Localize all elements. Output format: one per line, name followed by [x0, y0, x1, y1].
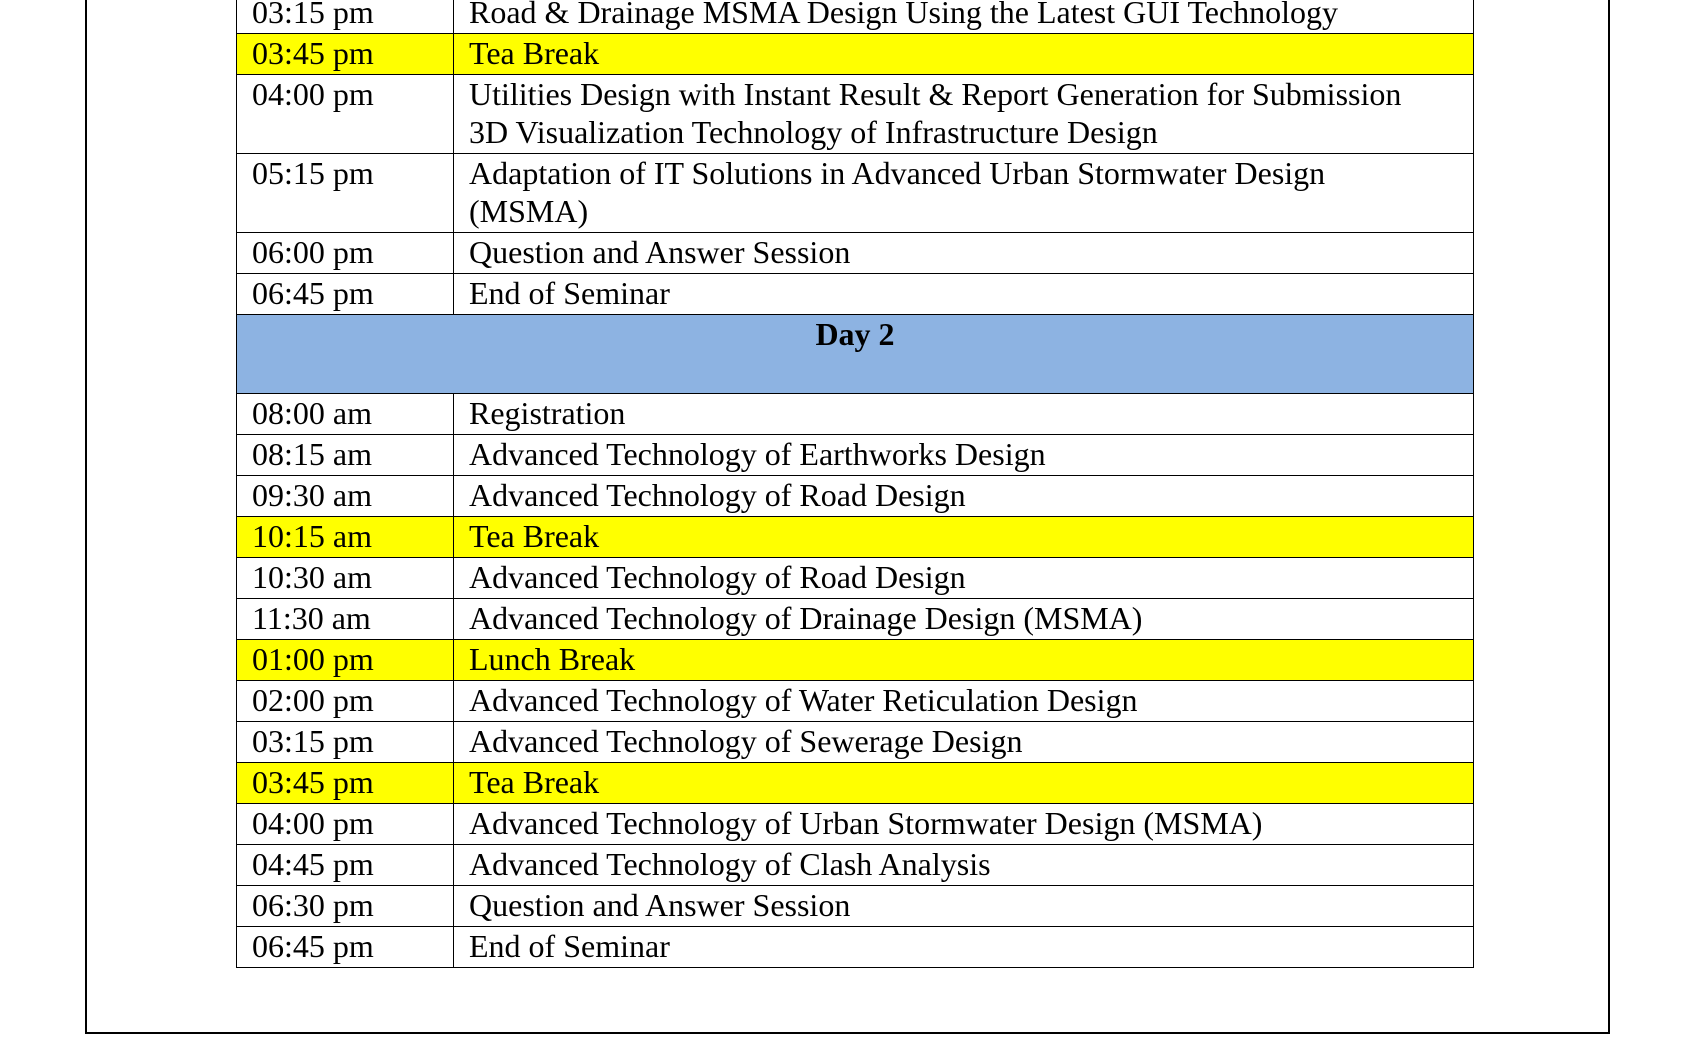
schedule-row — [237, 681, 1474, 722]
activity-text: Utilities Design with Instant Result & Report Generation for Submission — [469, 76, 1402, 112]
activity-text: Adaptation of IT Solutions in Advanced Urban Stormwater Design — [469, 155, 1326, 191]
activity-text: Advanced Technology of Water Reticulation Design — [469, 682, 1138, 718]
break-row — [237, 763, 1474, 804]
break-row — [237, 34, 1474, 75]
activity-cell — [454, 154, 1474, 233]
day-header-cell — [237, 315, 1474, 394]
schedule-row — [237, 394, 1474, 435]
day-title: Day 2 — [815, 316, 895, 352]
activity-text: Question and Answer Session — [469, 234, 851, 270]
time-cell: 01:00 pm — [237, 640, 454, 681]
time-cell: 06:45 pm — [237, 927, 454, 968]
time-cell: 06:45 pm — [237, 274, 454, 315]
activity-text: Advanced Technology of Clash Analysis — [469, 846, 991, 882]
schedule-row — [237, 154, 1474, 233]
activity-cell — [454, 845, 1474, 886]
schedule-row — [237, 845, 1474, 886]
activity-text: Advanced Technology of Drainage Design (MSMA) — [469, 600, 1143, 636]
activity-text: Advanced Technology of Road Design — [469, 559, 966, 595]
activity-cell — [454, 274, 1474, 315]
time-cell: 10:30 am — [237, 558, 454, 599]
activity-text: Registration — [469, 395, 626, 431]
time-cell: 04:00 pm — [237, 75, 454, 154]
activity-text: Question and Answer Session — [469, 887, 851, 923]
seminar-schedule-table — [236, 0, 1474, 968]
activity-text: (MSMA) — [469, 193, 589, 229]
time-cell: 02:00 pm — [237, 681, 454, 722]
activity-cell — [454, 886, 1474, 927]
schedule-row — [237, 476, 1474, 517]
activity-text: Tea Break — [469, 518, 600, 554]
schedule-body — [237, 0, 1474, 968]
schedule-row — [237, 0, 1474, 34]
activity-cell — [454, 476, 1474, 517]
activity-text: Lunch Break — [469, 641, 636, 677]
time-cell: 11:30 am — [237, 599, 454, 640]
activity-text: Road & Drainage MSMA Design Using the Latest GUI Technology — [469, 0, 1339, 30]
schedule-row — [237, 274, 1474, 315]
schedule-row — [237, 435, 1474, 476]
time-cell: 08:15 am — [237, 435, 454, 476]
time-cell: 05:15 pm — [237, 154, 454, 233]
schedule-row — [237, 804, 1474, 845]
activity-cell — [454, 599, 1474, 640]
time-cell: 03:45 pm — [237, 34, 454, 75]
activity-cell — [454, 681, 1474, 722]
activity-text: End of Seminar — [469, 928, 670, 964]
time-cell: 03:15 pm — [237, 722, 454, 763]
activity-cell — [454, 435, 1474, 476]
activity-text: Advanced Technology of Road Design — [469, 477, 966, 513]
activity-text: Advanced Technology of Sewerage Design — [469, 723, 1023, 759]
activity-cell — [454, 722, 1474, 763]
break-row — [237, 640, 1474, 681]
schedule-row — [237, 599, 1474, 640]
activity-text: 3D Visualization Technology of Infrastructure Design — [469, 114, 1158, 150]
time-cell: 06:30 pm — [237, 886, 454, 927]
activity-cell — [454, 517, 1474, 558]
activity-cell — [454, 927, 1474, 968]
activity-cell — [454, 233, 1474, 274]
activity-text: Tea Break — [469, 764, 600, 800]
time-cell: 08:00 am — [237, 394, 454, 435]
schedule-row — [237, 927, 1474, 968]
activity-text: Advanced Technology of Urban Stormwater Design (MSMA) — [469, 805, 1263, 841]
time-cell: 03:15 pm — [237, 0, 454, 34]
day-header-row — [237, 315, 1474, 394]
activity-cell — [454, 640, 1474, 681]
activity-cell — [454, 763, 1474, 804]
time-cell: 09:30 am — [237, 476, 454, 517]
schedule-row — [237, 558, 1474, 599]
schedule-row — [237, 75, 1474, 154]
activity-text: Tea Break — [469, 35, 600, 71]
schedule-row — [237, 233, 1474, 274]
activity-cell — [454, 394, 1474, 435]
activity-cell — [454, 558, 1474, 599]
activity-text: End of Seminar — [469, 275, 670, 311]
schedule-row — [237, 886, 1474, 927]
activity-cell — [454, 804, 1474, 845]
activity-text: Advanced Technology of Earthworks Design — [469, 436, 1046, 472]
activity-cell — [454, 34, 1474, 75]
activity-cell — [454, 0, 1474, 34]
time-cell: 10:15 am — [237, 517, 454, 558]
time-cell: 04:45 pm — [237, 845, 454, 886]
schedule-row — [237, 722, 1474, 763]
time-cell: 03:45 pm — [237, 763, 454, 804]
activity-cell — [454, 75, 1474, 154]
time-cell: 04:00 pm — [237, 804, 454, 845]
time-cell: 06:00 pm — [237, 233, 454, 274]
break-row — [237, 517, 1474, 558]
